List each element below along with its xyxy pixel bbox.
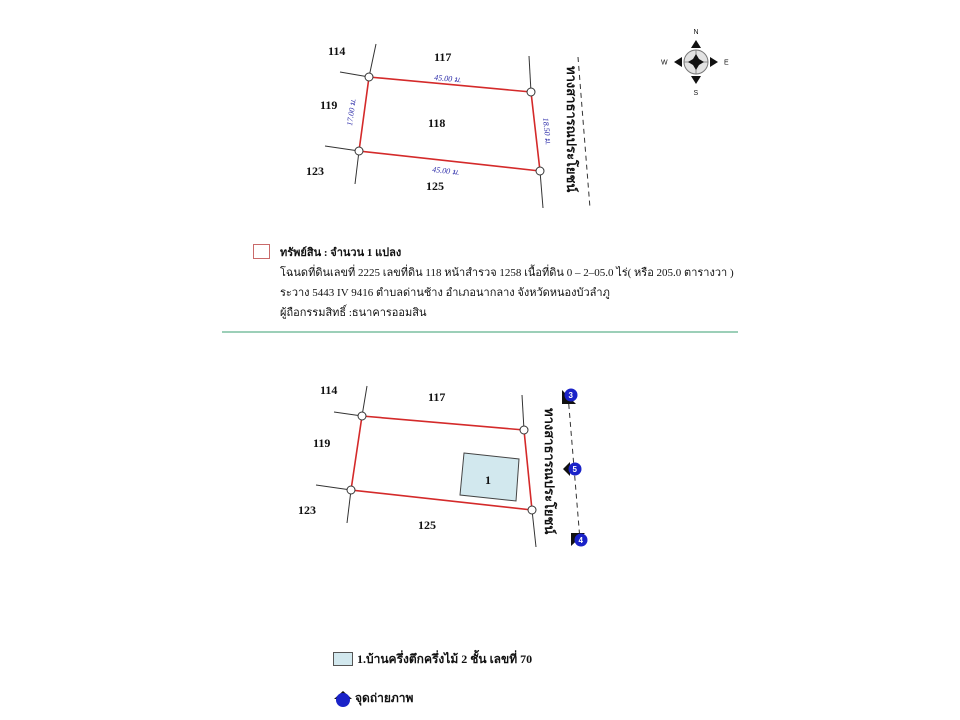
section-divider [222,331,738,333]
building-legend-swatch [333,652,353,666]
dimension-left: 17.00 ม. [345,98,358,127]
parcel-label-117: 117 [434,50,452,64]
subject-parcel-boundary [359,77,540,171]
location-details: ระวาง 5443 IV 9416 ตำบลด่านช้าง อำเภอนากลาง จังหวัดหนองบัวลำภู [280,287,610,299]
property-legend-text [280,243,734,323]
parcel-label-117: 117 [428,390,446,404]
photo-point-3[interactable] [562,389,578,405]
boundary-marker [536,167,544,175]
neighbor-line [347,490,351,523]
neighbor-line [522,395,524,430]
dimension-top: 45.00 ม. [433,73,462,85]
north-arrow-icon [691,40,701,48]
building-number: 1 [485,473,491,487]
photo-point-number: 3 [568,391,573,400]
boundary-marker [347,486,355,494]
bottom-parcel-map [298,383,588,547]
neighbor-line [529,56,531,92]
property-legend-swatch [253,244,270,259]
boundary-marker [365,73,373,81]
parcel-label-125: 125 [426,179,444,193]
parcel-label-118: 118 [428,116,446,130]
boundary-markers [355,73,544,175]
photo-point-legend-label: จุดถ่ายภาพ [355,691,414,705]
property-title: ทรัพย์สิน : จำนวน 1 แปลง [280,247,402,259]
boundary-marker [358,412,366,420]
neighbor-line [362,386,367,416]
west-arrow-icon [674,57,682,67]
parcel-label-125: 125 [418,518,436,532]
boundary-marker [355,147,363,155]
boundary-marker [528,506,536,514]
compass-east-label: E [724,59,729,67]
road-label: ทางสาธารณประโยชน์ [564,66,579,193]
parcel-label-119: 119 [313,436,331,450]
parcel-label-123: 123 [298,503,316,517]
neighbor-line [540,171,543,208]
parcel-label-119: 119 [320,98,338,112]
parcel-label-123: 123 [306,164,324,178]
compass-west-label: W [661,59,668,67]
building-legend-label: 1.บ้านครึ่งตึกครึ่งไม้ 2 ชั้น เลขที่ 70 [357,652,533,666]
photo-point-legend-icon [334,691,352,707]
parcel-label-114: 114 [328,44,346,58]
top-parcel-map [306,44,590,208]
compass-north-label: N [693,29,699,36]
photo-point-number: 4 [578,536,583,545]
owner-details: ผู้ถือกรรมสิทธิ์ :ธนาคารออมสิน [280,307,427,319]
photo-point-number: 5 [572,465,577,474]
boundary-marker [527,88,535,96]
south-arrow-icon [691,76,701,84]
neighbor-line [316,485,351,490]
neighbor-line [532,510,536,547]
neighbor-line [369,44,376,77]
compass-rose [661,29,729,97]
neighbor-line [325,146,359,151]
dimension-right: 18.50 ม. [541,117,553,146]
photo-point-5[interactable] [563,462,582,476]
road-label: ทางสาธารณประโยชน์ [542,408,557,535]
compass-south-label: S [693,90,699,97]
deed-details: โฉนดที่ดินเลขที่ 2225 เลขที่ดิน 118 หน้าสำรวจ 1258 เนื้อที่ดิน 0 – 2–05.0 ไร่( หรือ 205.0 ตารางวา ) [280,267,734,279]
dimension-bottom: 45.00 ม. [431,165,460,177]
boundary-marker [520,426,528,434]
parcel-label-114: 114 [320,383,338,397]
neighbor-line [355,151,359,184]
east-arrow-icon [710,57,718,67]
photo-point-4[interactable] [571,533,588,547]
